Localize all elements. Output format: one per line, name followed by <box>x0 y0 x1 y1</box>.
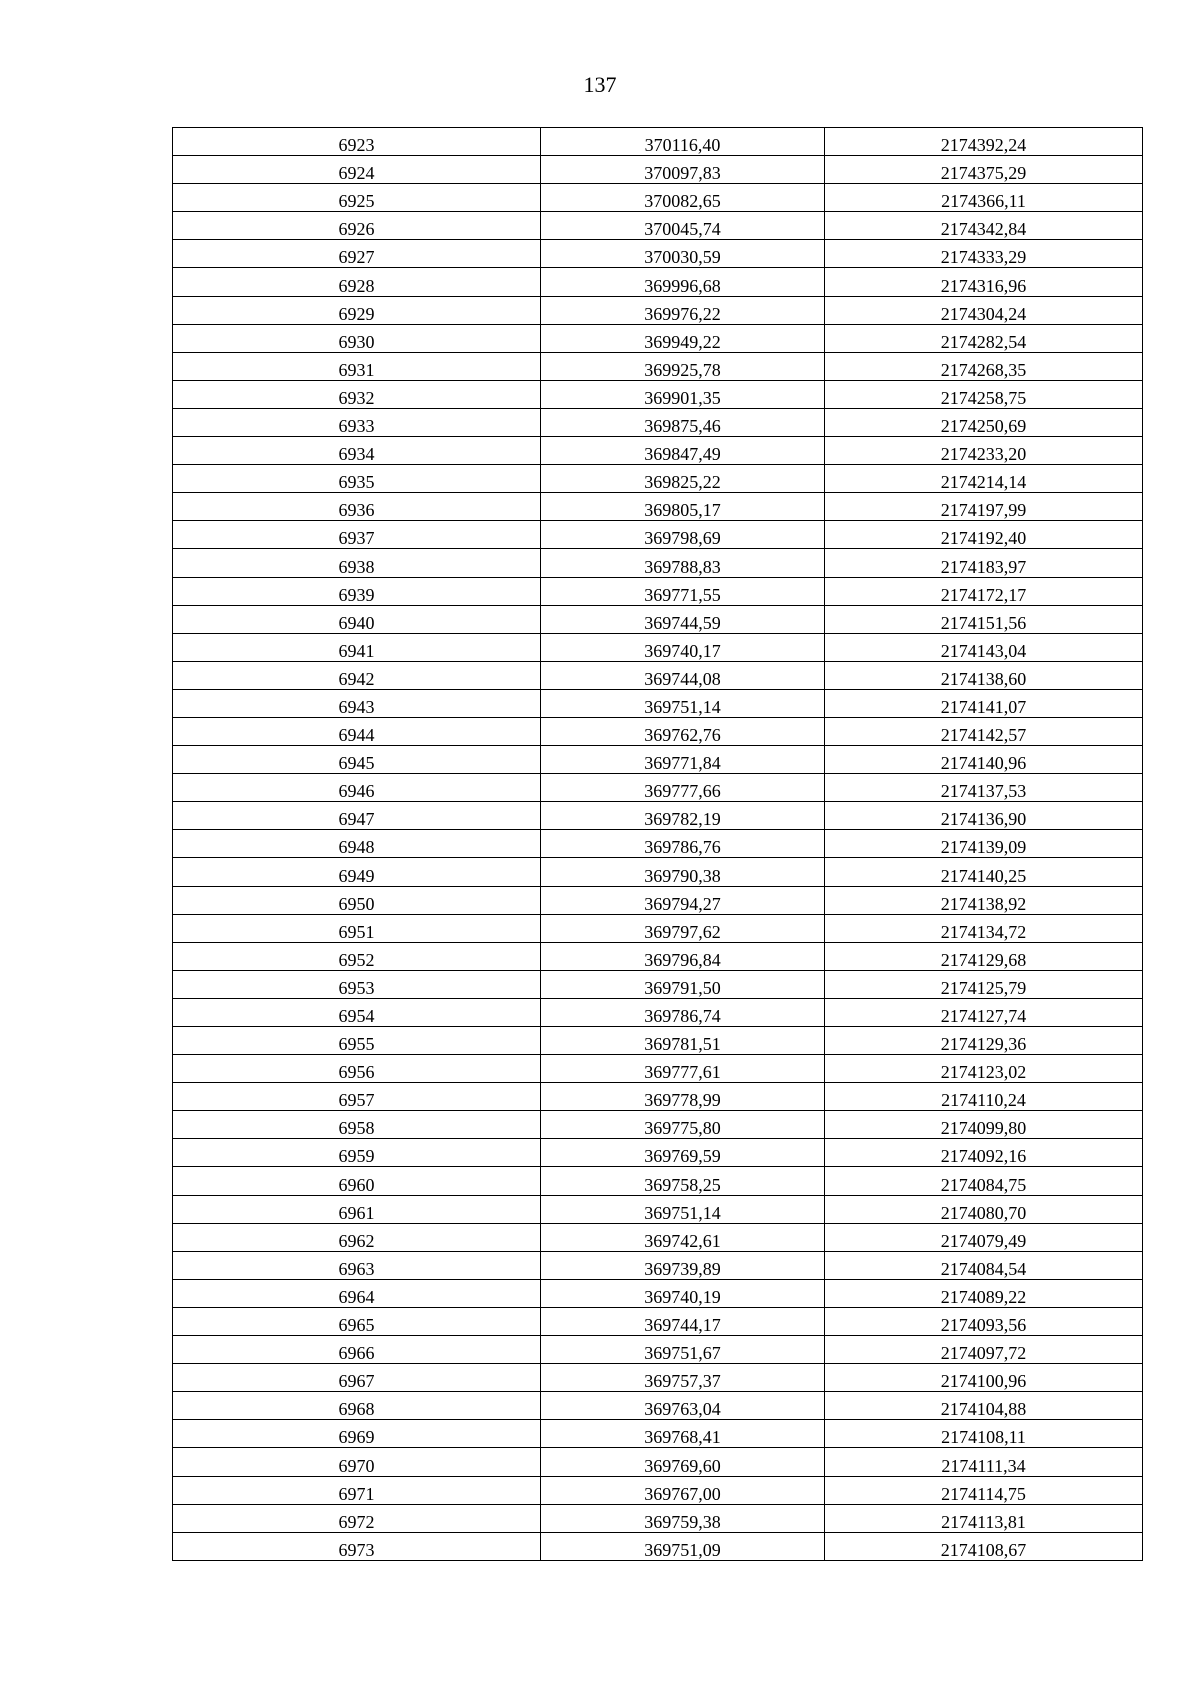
x-coordinate-cell: 369775,80 <box>541 1111 825 1139</box>
y-coordinate-cell: 2174342,84 <box>825 212 1143 240</box>
y-coordinate-cell: 2174141,07 <box>825 689 1143 717</box>
table-row <box>173 998 1143 1026</box>
point-number-cell: 6952 <box>173 942 541 970</box>
point-number-cell: 6961 <box>173 1195 541 1223</box>
table-row <box>173 380 1143 408</box>
page-number: 137 <box>583 72 617 97</box>
x-coordinate-cell: 369797,62 <box>541 914 825 942</box>
y-coordinate-cell: 2174282,54 <box>825 324 1143 352</box>
point-number-cell: 6969 <box>173 1420 541 1448</box>
x-coordinate-cell: 369740,19 <box>541 1279 825 1307</box>
y-coordinate-cell: 2174123,02 <box>825 1055 1143 1083</box>
x-coordinate-cell: 369805,17 <box>541 493 825 521</box>
table-row <box>173 942 1143 970</box>
y-coordinate-cell: 2174111,34 <box>825 1448 1143 1476</box>
x-coordinate-cell: 369740,17 <box>541 633 825 661</box>
point-number-cell: 6933 <box>173 408 541 436</box>
x-coordinate-cell: 369763,04 <box>541 1392 825 1420</box>
y-coordinate-cell: 2174084,75 <box>825 1167 1143 1195</box>
y-coordinate-cell: 2174127,74 <box>825 998 1143 1026</box>
point-number-cell: 6951 <box>173 914 541 942</box>
point-number-cell: 6930 <box>173 324 541 352</box>
y-coordinate-cell: 2174268,35 <box>825 352 1143 380</box>
x-coordinate-cell: 369744,17 <box>541 1307 825 1335</box>
point-number-cell: 6973 <box>173 1532 541 1560</box>
y-coordinate-cell: 2174137,53 <box>825 774 1143 802</box>
table-row <box>173 212 1143 240</box>
table-row <box>173 1420 1143 1448</box>
x-coordinate-cell: 369949,22 <box>541 324 825 352</box>
x-coordinate-cell: 369788,83 <box>541 549 825 577</box>
table-row <box>173 802 1143 830</box>
x-coordinate-cell: 369798,69 <box>541 521 825 549</box>
x-coordinate-cell: 370116,40 <box>541 128 825 156</box>
point-number-cell: 6934 <box>173 437 541 465</box>
point-number-cell: 6965 <box>173 1307 541 1335</box>
table-row <box>173 1336 1143 1364</box>
x-coordinate-cell: 369771,55 <box>541 577 825 605</box>
y-coordinate-cell: 2174183,97 <box>825 549 1143 577</box>
x-coordinate-cell: 370097,83 <box>541 156 825 184</box>
x-coordinate-cell: 369786,76 <box>541 830 825 858</box>
table-row <box>173 886 1143 914</box>
y-coordinate-cell: 2174304,24 <box>825 296 1143 324</box>
table-row <box>173 184 1143 212</box>
x-coordinate-cell: 369976,22 <box>541 296 825 324</box>
point-number-cell: 6938 <box>173 549 541 577</box>
table-row <box>173 858 1143 886</box>
y-coordinate-cell: 2174084,54 <box>825 1251 1143 1279</box>
x-coordinate-cell: 369759,38 <box>541 1504 825 1532</box>
y-coordinate-cell: 2174140,96 <box>825 746 1143 774</box>
point-number-cell: 6959 <box>173 1139 541 1167</box>
table-row <box>173 577 1143 605</box>
point-number-cell: 6955 <box>173 1027 541 1055</box>
table-row <box>173 352 1143 380</box>
table-row <box>173 717 1143 745</box>
point-number-cell: 6936 <box>173 493 541 521</box>
point-number-cell: 6968 <box>173 1392 541 1420</box>
table-row <box>173 1307 1143 1335</box>
table-row <box>173 605 1143 633</box>
point-number-cell: 6962 <box>173 1223 541 1251</box>
table-row <box>173 1279 1143 1307</box>
y-coordinate-cell: 2174134,72 <box>825 914 1143 942</box>
point-number-cell: 6970 <box>173 1448 541 1476</box>
x-coordinate-cell: 369771,84 <box>541 746 825 774</box>
y-coordinate-cell: 2174136,90 <box>825 802 1143 830</box>
x-coordinate-cell: 369786,74 <box>541 998 825 1026</box>
table-row <box>173 1392 1143 1420</box>
x-coordinate-cell: 369751,14 <box>541 1195 825 1223</box>
y-coordinate-cell: 2174080,70 <box>825 1195 1143 1223</box>
table-row <box>173 465 1143 493</box>
point-number-cell: 6923 <box>173 128 541 156</box>
x-coordinate-cell: 369751,14 <box>541 689 825 717</box>
point-number-cell: 6956 <box>173 1055 541 1083</box>
table-row <box>173 408 1143 436</box>
point-number-cell: 6953 <box>173 970 541 998</box>
x-coordinate-cell: 369767,00 <box>541 1476 825 1504</box>
x-coordinate-cell: 369758,25 <box>541 1167 825 1195</box>
point-number-cell: 6943 <box>173 689 541 717</box>
point-number-cell: 6964 <box>173 1279 541 1307</box>
point-number-cell: 6960 <box>173 1167 541 1195</box>
x-coordinate-cell: 370030,59 <box>541 240 825 268</box>
point-number-cell: 6929 <box>173 296 541 324</box>
table-row <box>173 970 1143 998</box>
point-number-cell: 6942 <box>173 661 541 689</box>
y-coordinate-cell: 2174129,36 <box>825 1027 1143 1055</box>
y-coordinate-cell: 2174139,09 <box>825 830 1143 858</box>
point-number-cell: 6932 <box>173 380 541 408</box>
y-coordinate-cell: 2174142,57 <box>825 717 1143 745</box>
x-coordinate-cell: 369777,61 <box>541 1055 825 1083</box>
x-coordinate-cell: 369744,08 <box>541 661 825 689</box>
y-coordinate-cell: 2174151,56 <box>825 605 1143 633</box>
table-row <box>173 1223 1143 1251</box>
x-coordinate-cell: 369847,49 <box>541 437 825 465</box>
table-row <box>173 521 1143 549</box>
point-number-cell: 6925 <box>173 184 541 212</box>
y-coordinate-cell: 2174172,17 <box>825 577 1143 605</box>
x-coordinate-cell: 369777,66 <box>541 774 825 802</box>
y-coordinate-cell: 2174366,11 <box>825 184 1143 212</box>
point-number-cell: 6967 <box>173 1364 541 1392</box>
point-number-cell: 6947 <box>173 802 541 830</box>
point-number-cell: 6971 <box>173 1476 541 1504</box>
x-coordinate-cell: 369739,89 <box>541 1251 825 1279</box>
y-coordinate-cell: 2174392,24 <box>825 128 1143 156</box>
x-coordinate-cell: 369791,50 <box>541 970 825 998</box>
point-number-cell: 6928 <box>173 268 541 296</box>
point-number-cell: 6931 <box>173 352 541 380</box>
table-row <box>173 1364 1143 1392</box>
y-coordinate-cell: 2174233,20 <box>825 437 1143 465</box>
y-coordinate-cell: 2174125,79 <box>825 970 1143 998</box>
x-coordinate-cell: 369778,99 <box>541 1083 825 1111</box>
y-coordinate-cell: 2174138,92 <box>825 886 1143 914</box>
x-coordinate-cell: 369768,41 <box>541 1420 825 1448</box>
point-number-cell: 6949 <box>173 858 541 886</box>
point-number-cell: 6963 <box>173 1251 541 1279</box>
y-coordinate-cell: 2174214,14 <box>825 465 1143 493</box>
point-number-cell: 6927 <box>173 240 541 268</box>
y-coordinate-cell: 2174092,16 <box>825 1139 1143 1167</box>
y-coordinate-cell: 2174089,22 <box>825 1279 1143 1307</box>
x-coordinate-cell: 369794,27 <box>541 886 825 914</box>
table-row <box>173 774 1143 802</box>
y-coordinate-cell: 2174099,80 <box>825 1111 1143 1139</box>
x-coordinate-cell: 369781,51 <box>541 1027 825 1055</box>
y-coordinate-cell: 2174110,24 <box>825 1083 1143 1111</box>
table-row <box>173 1251 1143 1279</box>
point-number-cell: 6944 <box>173 717 541 745</box>
table-row <box>173 1027 1143 1055</box>
point-number-cell: 6948 <box>173 830 541 858</box>
y-coordinate-cell: 2174138,60 <box>825 661 1143 689</box>
table-row <box>173 1448 1143 1476</box>
point-number-cell: 6941 <box>173 633 541 661</box>
table-row <box>173 746 1143 774</box>
point-number-cell: 6935 <box>173 465 541 493</box>
table-row <box>173 493 1143 521</box>
x-coordinate-cell: 369901,35 <box>541 380 825 408</box>
x-coordinate-cell: 369790,38 <box>541 858 825 886</box>
y-coordinate-cell: 2174108,11 <box>825 1420 1143 1448</box>
table-row <box>173 1476 1143 1504</box>
table-row <box>173 661 1143 689</box>
x-coordinate-cell: 369757,37 <box>541 1364 825 1392</box>
x-coordinate-cell: 369825,22 <box>541 465 825 493</box>
x-coordinate-cell: 369875,46 <box>541 408 825 436</box>
point-number-cell: 6966 <box>173 1336 541 1364</box>
y-coordinate-cell: 2174093,56 <box>825 1307 1143 1335</box>
y-coordinate-cell: 2174079,49 <box>825 1223 1143 1251</box>
x-coordinate-cell: 369996,68 <box>541 268 825 296</box>
table-row <box>173 1139 1143 1167</box>
y-coordinate-cell: 2174197,99 <box>825 493 1143 521</box>
point-number-cell: 6937 <box>173 521 541 549</box>
y-coordinate-cell: 2174143,04 <box>825 633 1143 661</box>
table-row <box>173 1083 1143 1111</box>
x-coordinate-cell: 369751,67 <box>541 1336 825 1364</box>
y-coordinate-cell: 2174250,69 <box>825 408 1143 436</box>
x-coordinate-cell: 369742,61 <box>541 1223 825 1251</box>
table-row <box>173 296 1143 324</box>
y-coordinate-cell: 2174316,96 <box>825 268 1143 296</box>
coordinates-table <box>172 127 1143 1561</box>
table-row <box>173 914 1143 942</box>
table-row <box>173 549 1143 577</box>
point-number-cell: 6954 <box>173 998 541 1026</box>
x-coordinate-cell: 369925,78 <box>541 352 825 380</box>
table-row <box>173 240 1143 268</box>
point-number-cell: 6946 <box>173 774 541 802</box>
point-number-cell: 6958 <box>173 1111 541 1139</box>
table-row <box>173 1504 1143 1532</box>
table-row <box>173 1532 1143 1560</box>
point-number-cell: 6926 <box>173 212 541 240</box>
x-coordinate-cell: 370045,74 <box>541 212 825 240</box>
table-row <box>173 156 1143 184</box>
table-row <box>173 1167 1143 1195</box>
coordinates-table-body <box>173 128 1143 1561</box>
point-number-cell: 6957 <box>173 1083 541 1111</box>
x-coordinate-cell: 369796,84 <box>541 942 825 970</box>
table-row <box>173 830 1143 858</box>
point-number-cell: 6945 <box>173 746 541 774</box>
table-row <box>173 689 1143 717</box>
point-number-cell: 6924 <box>173 156 541 184</box>
table-row <box>173 437 1143 465</box>
x-coordinate-cell: 369769,59 <box>541 1139 825 1167</box>
y-coordinate-cell: 2174258,75 <box>825 380 1143 408</box>
x-coordinate-cell: 369769,60 <box>541 1448 825 1476</box>
y-coordinate-cell: 2174100,96 <box>825 1364 1143 1392</box>
y-coordinate-cell: 2174113,81 <box>825 1504 1143 1532</box>
table-row <box>173 128 1143 156</box>
x-coordinate-cell: 369751,09 <box>541 1532 825 1560</box>
table-row <box>173 1111 1143 1139</box>
y-coordinate-cell: 2174097,72 <box>825 1336 1143 1364</box>
table-row <box>173 324 1143 352</box>
x-coordinate-cell: 369744,59 <box>541 605 825 633</box>
y-coordinate-cell: 2174140,25 <box>825 858 1143 886</box>
point-number-cell: 6972 <box>173 1504 541 1532</box>
y-coordinate-cell: 2174108,67 <box>825 1532 1143 1560</box>
table-row <box>173 1195 1143 1223</box>
x-coordinate-cell: 369762,76 <box>541 717 825 745</box>
x-coordinate-cell: 370082,65 <box>541 184 825 212</box>
point-number-cell: 6939 <box>173 577 541 605</box>
y-coordinate-cell: 2174333,29 <box>825 240 1143 268</box>
y-coordinate-cell: 2174129,68 <box>825 942 1143 970</box>
point-number-cell: 6940 <box>173 605 541 633</box>
point-number-cell: 6950 <box>173 886 541 914</box>
x-coordinate-cell: 369782,19 <box>541 802 825 830</box>
y-coordinate-cell: 2174192,40 <box>825 521 1143 549</box>
table-row <box>173 633 1143 661</box>
y-coordinate-cell: 2174104,88 <box>825 1392 1143 1420</box>
table-row <box>173 268 1143 296</box>
table-row <box>173 1055 1143 1083</box>
y-coordinate-cell: 2174375,29 <box>825 156 1143 184</box>
y-coordinate-cell: 2174114,75 <box>825 1476 1143 1504</box>
